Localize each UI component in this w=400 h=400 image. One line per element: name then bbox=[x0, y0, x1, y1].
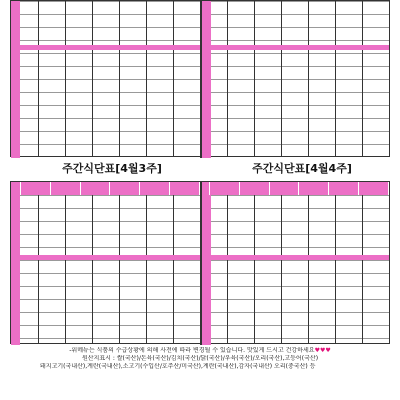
week-1-2-menu-grid bbox=[10, 0, 390, 157]
hearts: ♥♥♥ bbox=[314, 347, 331, 354]
dinner-label-left bbox=[11, 260, 20, 345]
notice-line bbox=[0, 347, 400, 355]
date-header bbox=[140, 182, 170, 195]
date-header bbox=[110, 182, 140, 195]
dinner-label-right bbox=[202, 260, 211, 345]
notice-text: -위메뉴는 식품의 수급상황에 의해 사전에 따라 변경될 수 있습니다. 맛있게 드시고 건강하세요 bbox=[69, 347, 315, 354]
lunch-label-right bbox=[202, 1, 211, 45]
origin-line-2: 돼지고기(국내산),계란(국내산),소고기(수입산/호주산/미국산),계란(국내산),감자(국내산) 오리(중국산) 등 bbox=[40, 363, 316, 370]
week-4-title: 주간식단표[4월4주] bbox=[252, 162, 352, 175]
date-header bbox=[210, 182, 240, 195]
date-header bbox=[51, 182, 81, 195]
lunch-label-left bbox=[11, 1, 20, 45]
date-header bbox=[170, 182, 200, 195]
footer-notes bbox=[0, 347, 400, 371]
dinner-label-right bbox=[202, 50, 211, 158]
date-header bbox=[270, 182, 300, 195]
lunch-label-left bbox=[11, 195, 20, 255]
dinner-label-left bbox=[11, 50, 20, 158]
date-header bbox=[81, 182, 111, 195]
date-header bbox=[240, 182, 270, 195]
header-corner bbox=[11, 182, 21, 195]
date-header bbox=[21, 182, 51, 195]
origin-line-1: 원산지표시 : 쌀(국산)/돈육(국산)/김치(국산)/닭(국산)/우육(국산)/오리(국산),고등어(국산) bbox=[81, 355, 319, 362]
lunch-label-right bbox=[202, 195, 211, 255]
date-header bbox=[359, 182, 389, 195]
week-3-title: 주간식단표[4월3주] bbox=[62, 162, 162, 175]
date-header bbox=[329, 182, 359, 195]
date-header bbox=[299, 182, 329, 195]
week-3-4-menu-grid bbox=[10, 181, 390, 344]
